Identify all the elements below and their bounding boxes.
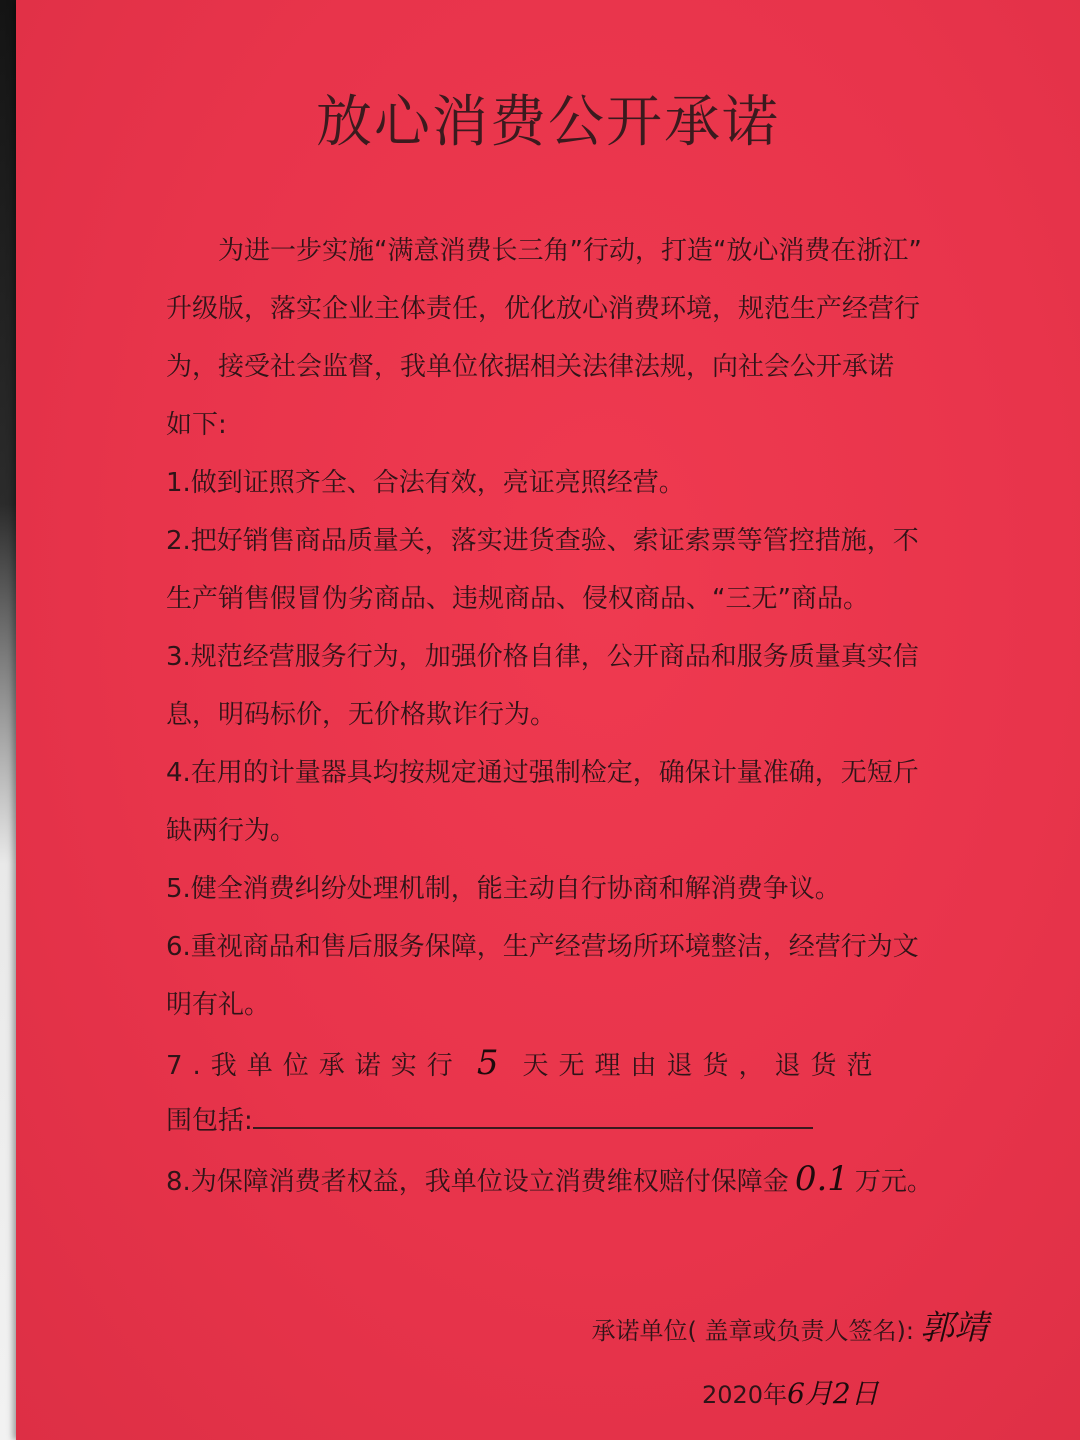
item-2-line-1: 2.把好销售商品质量关，落实进货查验、索证索票等管控措施，不 xyxy=(166,526,919,556)
item-8-suffix: 万元。 xyxy=(854,1167,933,1197)
date-row xyxy=(702,1372,879,1412)
date-year: 2020年 xyxy=(702,1381,788,1409)
document-body xyxy=(166,222,966,1208)
handwritten-signature: 郭靖 xyxy=(920,1308,988,1348)
item-4-line-2: 缺两行为。 xyxy=(166,816,297,846)
intro-line-1: 为进一步实施“满意消费长三角”行动，打造“放心消费在浙江” xyxy=(218,236,922,266)
item-7-line-2 xyxy=(166,1092,966,1150)
intro-line-2: 升级版，落实企业主体责任，优化放心消费环境，规范生产经营行 xyxy=(166,294,921,324)
item-7-suffix: 天无理由退货，退货范 xyxy=(522,1051,883,1081)
item-5-line-1: 5.健全消费纠纷处理机制，能主动自行协商和解消费争议。 xyxy=(166,874,841,904)
item-8-line-1 xyxy=(166,1150,966,1208)
handwritten-date: 6月2日 xyxy=(787,1377,879,1410)
item-7-line-2-prefix: 围包括: xyxy=(166,1106,253,1136)
item-8-prefix: 8.为保障消费者权益，我单位设立消费维权赔付保障金 xyxy=(166,1167,789,1197)
intro-line-4: 如下: xyxy=(166,410,227,440)
item-6-line-1: 6.重视商品和售后服务保障，生产经营场所环境整洁，经营行为文 xyxy=(166,932,919,962)
intro-line-3: 为，接受社会监督，我单位依据相关法律法规，向社会公开承诺 xyxy=(166,352,895,382)
item-4-line-1: 4.在用的计量器具均按规定通过强制检定，确保计量准确，无短斤 xyxy=(166,758,919,788)
handwritten-amount-value: 0.1 xyxy=(794,1159,849,1199)
return-scope-blank-field xyxy=(253,1097,813,1129)
item-3-line-1: 3.规范经营服务行为，加强价格自律，公开商品和服务质量真实信 xyxy=(166,642,919,672)
item-7-prefix: 7.我单位承诺实行 xyxy=(166,1051,463,1081)
handwritten-days-value: 5 xyxy=(476,1043,509,1083)
item-1-line-1: 1.做到证照齐全、合法有效，亮证亮照经营。 xyxy=(166,468,685,498)
signature-label: 承诺单位( 盖章或负责人签名): xyxy=(591,1317,914,1345)
item-2-line-2: 生产销售假冒伪劣商品、违规商品、侵权商品、“三无”商品。 xyxy=(166,584,869,614)
document-title: 放心消费公开承诺 xyxy=(316,90,780,155)
item-3-line-2: 息，明码标价，无价格欺诈行为。 xyxy=(166,700,557,730)
item-7-line-1 xyxy=(166,1034,966,1092)
item-6-line-2: 明有礼。 xyxy=(166,990,271,1020)
signature-row xyxy=(592,1300,988,1349)
commitment-sheet xyxy=(16,0,1080,1440)
